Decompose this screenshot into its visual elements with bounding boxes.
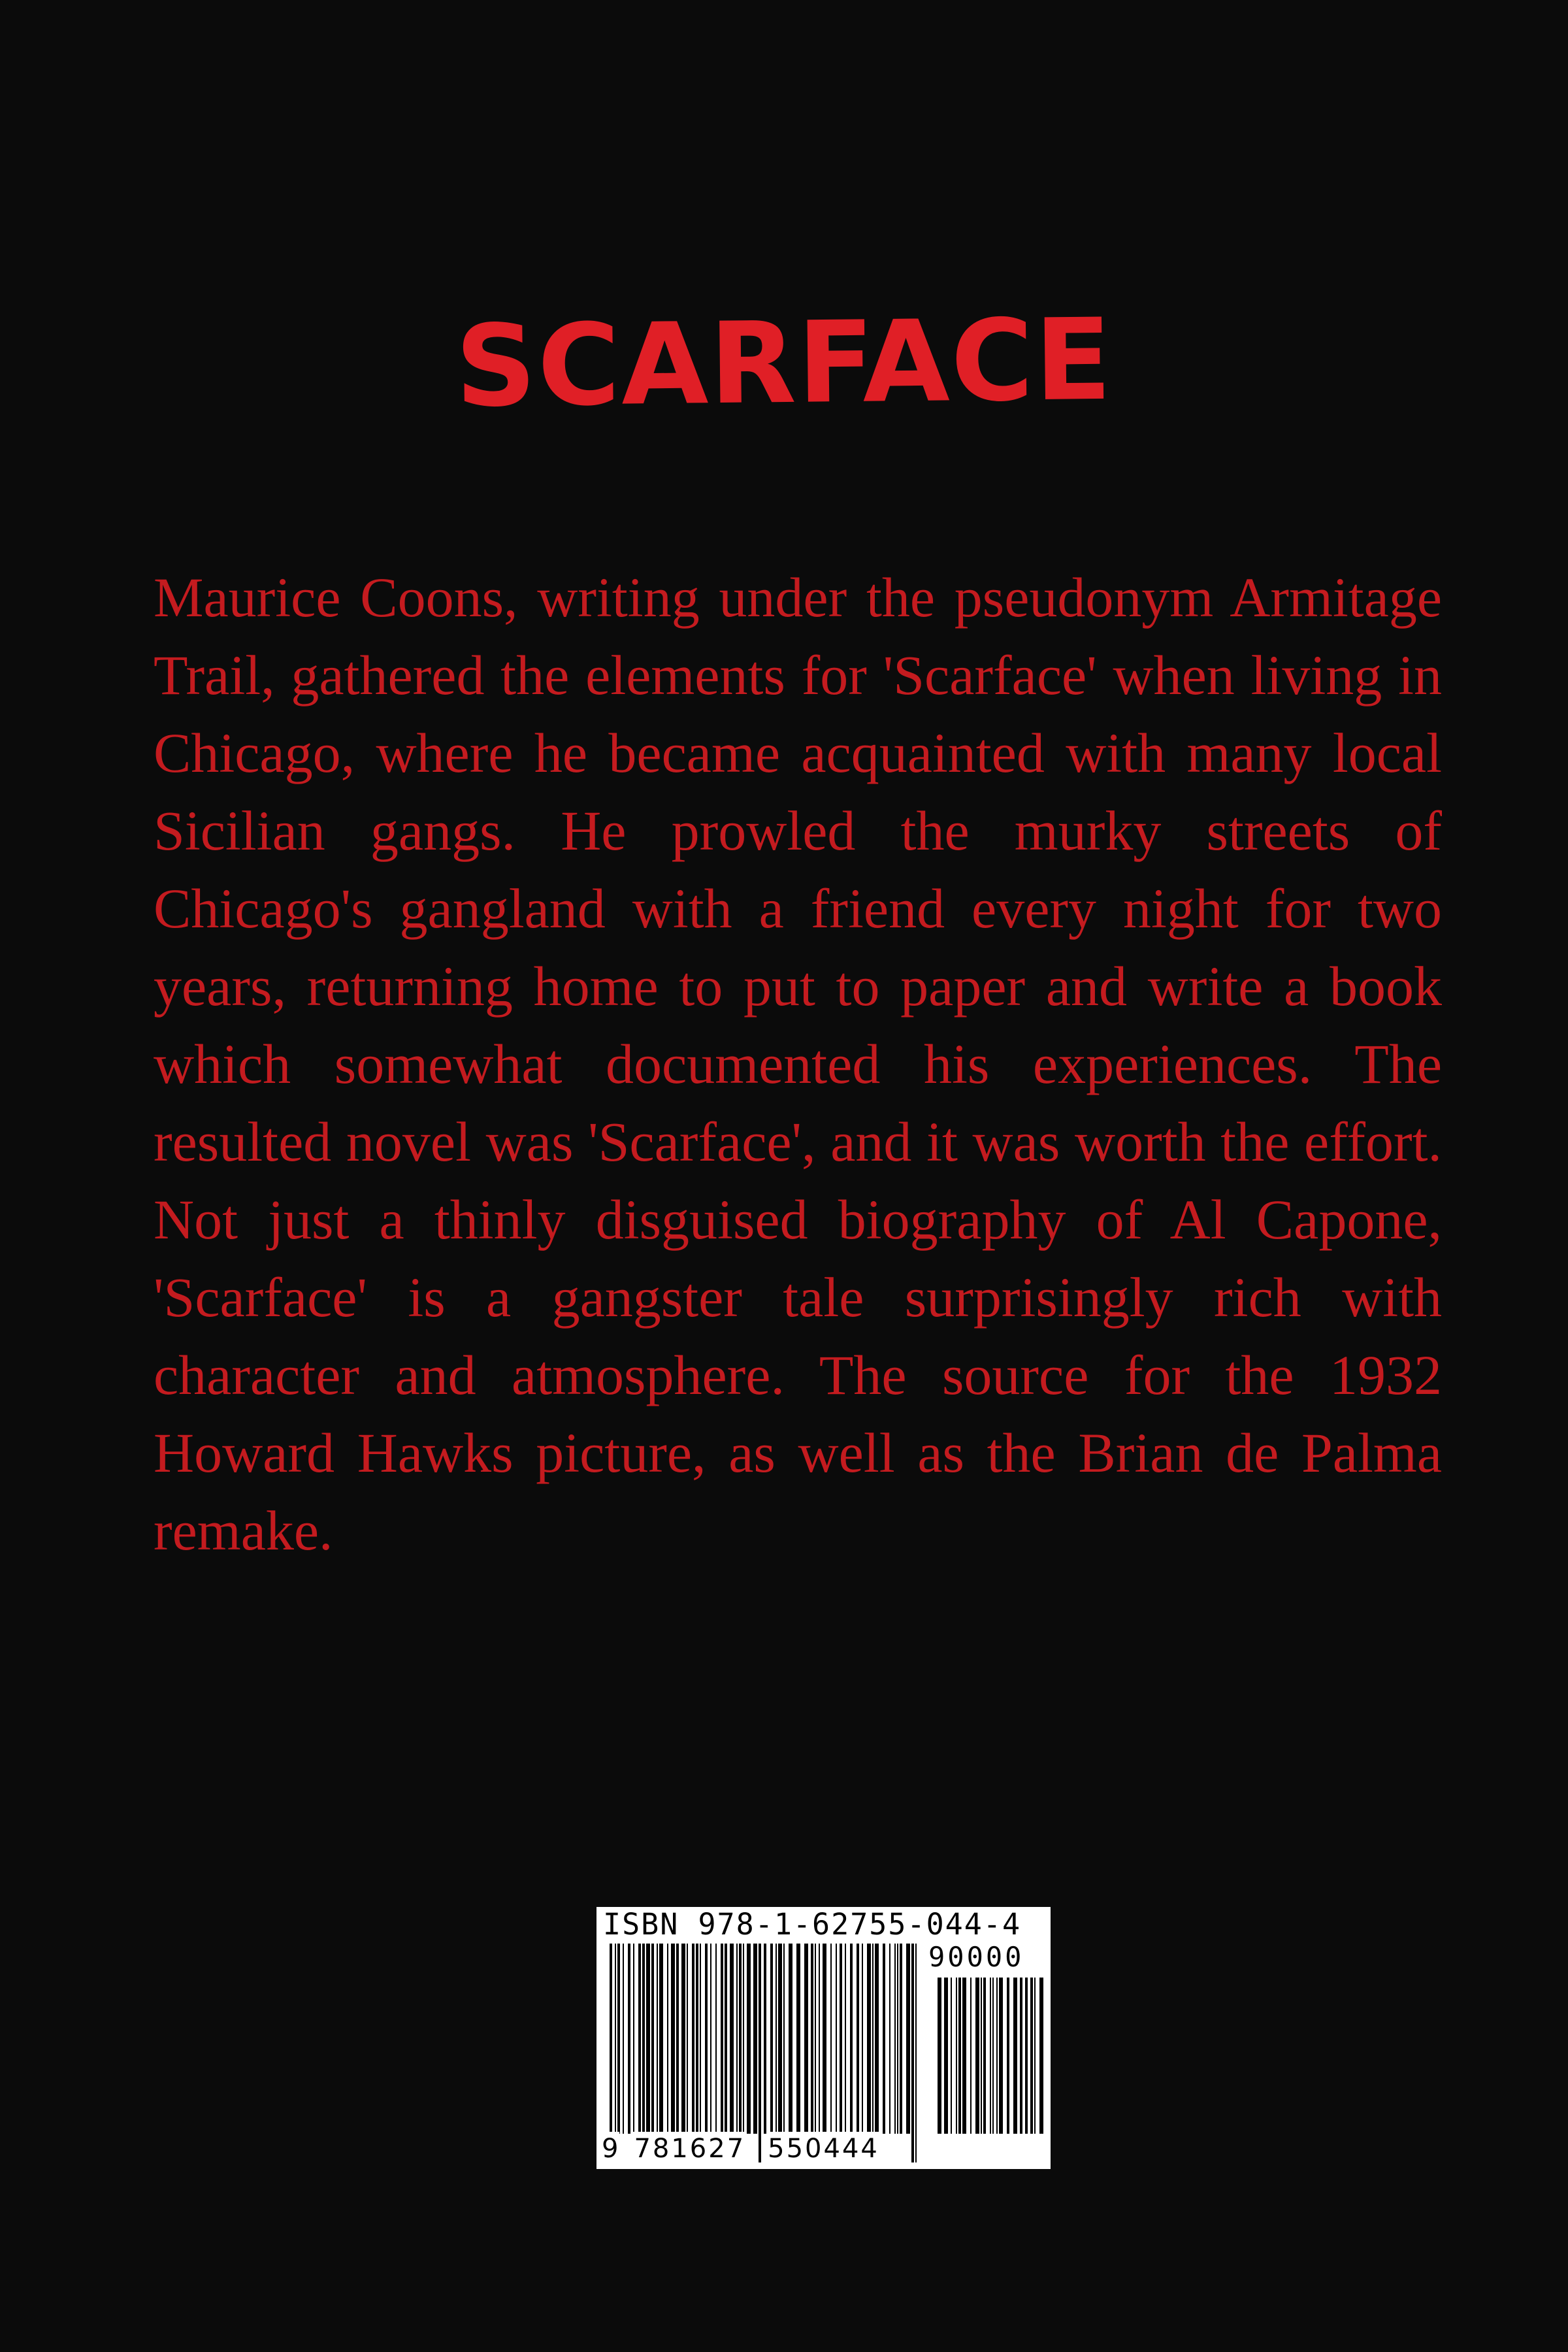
barcode-bar [850,1944,853,2134]
barcode-bar [1025,1978,1028,2134]
barcode-bar [804,1944,808,2134]
barcode-bar [951,1978,952,2134]
barcode-bar [862,1944,863,2134]
isbn-barcode [596,1907,1051,2169]
barcode-bar [657,1944,658,2134]
barcode-bar [651,1944,654,2134]
barcode-bar [638,1944,641,2134]
barcode-bar [889,1944,890,2134]
barcode-bar [692,1944,694,2134]
barcode-bar [642,1944,645,2134]
barcode-bar [944,1978,948,2134]
barcode-bar [894,1944,896,2134]
barcode-bar [676,1944,679,2134]
barcode-bar [911,1944,914,2162]
barcode-bar [783,1944,785,2134]
barcode-bar [811,1944,813,2134]
barcode-bar [743,1944,744,2134]
cover-blurb: Maurice Coons, writing under the pseudonym Armitage Trail, gathered the elements for 'Scarface' when living in Chicago, where he became acquainted with many local Sicilian gangs. He prowled the murky streets of Chicago's gangland with a friend every night for two years, returning home to put to paper and write a book which somewhat documented his experiences. The resulted novel was 'Scarface', and it was worth the effort. Not just a thinly disguised biography of Al Capone, 'Scarface' is a gangster tale surprisingly rich with character and atmosphere. The source for the 1932 Howard Hawks picture, as well as the Brian de Palma remake. [154,566,1442,1562]
barcode-bar [900,1944,902,2134]
barcode-bar [992,1978,994,2134]
barcode-bar [628,1944,630,2134]
barcode-right-digits: 550444 [766,2132,881,2166]
barcode-bar [778,1944,782,2134]
barcode-bar [1007,1978,1009,2134]
barcode-bar [867,1944,871,2134]
barcode-bar [796,1944,800,2134]
barcode-bar [938,1978,941,2134]
barcode-bar [915,1944,917,2162]
barcode-bar [823,1944,826,2134]
barcode-bar [736,1944,738,2134]
barcode-bar [725,1944,727,2134]
barcode-bar [836,1944,837,2134]
barcode-bar [996,1978,998,2134]
barcode-bar [667,1944,668,2134]
barcode-bar [897,1944,898,2134]
barcode-bar [659,1944,663,2134]
barcode-bar [753,1944,757,2134]
barcode-bar [1013,1978,1017,2134]
barcode-bar [875,1944,879,2134]
barcode-bar [764,1944,766,2134]
barcode-bar [721,1944,723,2134]
isbn-label: ISBN 978-1-62755-044-4 [603,1907,1022,1942]
barcode-bar [958,1978,961,2134]
barcode-bar [970,1978,972,2134]
barcode-bar [956,1978,957,2134]
barcode-bar [983,1978,986,2134]
barcode-bar [962,1978,966,2134]
barcode-bar [687,1944,688,2134]
barcode-bar [681,1944,685,2134]
barcode-bar [981,1978,982,2134]
barcode-bar [857,1944,859,2134]
barcode-bar [730,1944,734,2134]
barcode-left-digits: 781627 [632,2132,747,2166]
addon-bars [928,1978,1045,2162]
barcode-bar [845,1944,846,2134]
barcode-bar [617,1944,620,2134]
barcode-bar [999,1978,1003,2134]
barcode-bar [789,1944,792,2134]
barcode-bar [883,1944,885,2134]
barcode-bar [776,1944,777,2134]
barcode-bar [1030,1978,1033,2134]
barcode-bar [840,1944,842,2134]
barcode-bar [770,1944,773,2134]
barcode-bar [819,1944,820,2134]
barcode-bar [615,1944,616,2134]
barcode-lead-digit: 9 [600,2132,619,2166]
barcode-bar [815,1944,816,2134]
barcode-bar [747,1944,751,2134]
barcode-bar [1020,1978,1022,2134]
barcode-bar [696,1944,698,2134]
barcode-bar [633,1944,634,2134]
barcode-bar [623,1944,624,2134]
barcode-bar [830,1944,832,2134]
barcode-bar [739,1944,742,2134]
barcode-bar [990,1978,991,2134]
barcode-bar [710,1944,711,2134]
barcode-bar [646,1944,650,2134]
barcode-bar [610,1944,612,2162]
barcode-bar [759,1944,761,2162]
ean13-bars [600,1944,919,2162]
barcode-bar [715,1944,717,2134]
barcode-bar [872,1944,874,2134]
barcode-bar [705,1944,708,2134]
barcode-bar [1034,1978,1036,2134]
barcode-bar [700,1944,701,2134]
barcode-digits [600,2132,881,2166]
barcode-bar [906,1944,910,2134]
price-code: 90000 [928,1941,1024,1973]
cover-title: SCARFACE [454,293,1114,433]
barcode-bar [1039,1978,1043,2134]
barcode-bar [671,1944,675,2134]
barcode-bar [975,1978,979,2134]
